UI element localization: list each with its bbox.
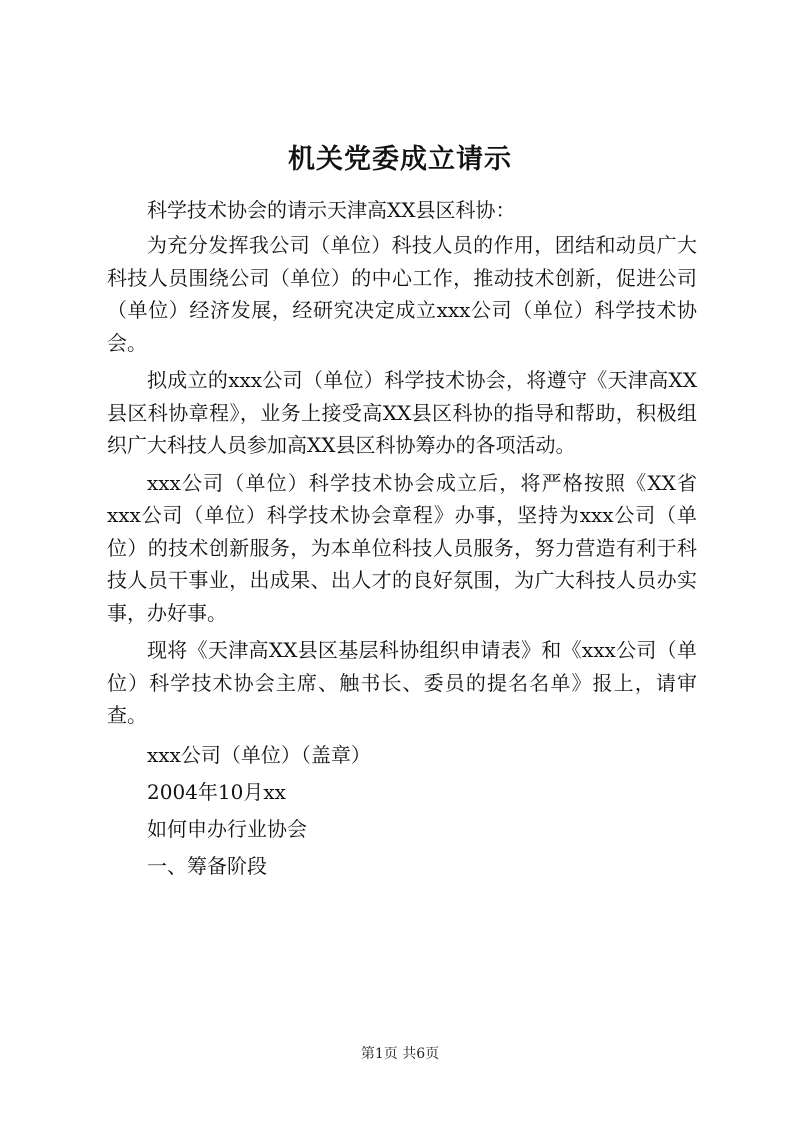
- signature-line: xxx公司（单位）（盖章）: [147, 742, 371, 767]
- paragraph-4: 现将《天津高XX县区基层科协组织申请表》和《xxx公司（单位）科学技术协会主席、触书长、委员的提名名单》报上，请审查。: [107, 638, 697, 727]
- date-line: 2004年10月xx: [147, 779, 286, 804]
- page-indicator: 第1页 共6页: [360, 1046, 440, 1062]
- salutation: 科学技术协会的请示天津高XX县区科协：: [147, 198, 516, 222]
- paragraph-2: 拟成立的xxx公司（单位）科学技术协会，将遵守《天津高XX县区科协章程》，业务上接受高XX县区科协的指导和帮助，积极组织广大科技人员参加高XX县区科协筹办的各项活动。: [107, 368, 697, 457]
- subsection-title: 一、筹备阶段: [147, 853, 267, 878]
- document-title: 机关党委成立请示: [288, 144, 512, 175]
- document-body: [107, 192, 697, 885]
- section-title: 如何申办行业协会: [147, 816, 307, 841]
- paragraph-3: xxx公司（单位）科学技术协会成立后，将严格按照《XX省xxx公司（单位）科学技术协会章程》办事，坚持为xxx公司（单位）的技术创新服务，为本单位科技人员服务，努力营造有利于科技人员干事业，出成果、出人才的良好氛围，为广大科技人员办实事，办好事。: [107, 470, 697, 625]
- paragraph-1: 为充分发挥我公司（单位）科技人员的作用，团结和动员广大科技人员围绕公司（单位）的中心工作，推动技术创新，促进公司（单位）经济发展，经研究决定成立xxx公司（单位）科学技术协会。: [107, 233, 697, 355]
